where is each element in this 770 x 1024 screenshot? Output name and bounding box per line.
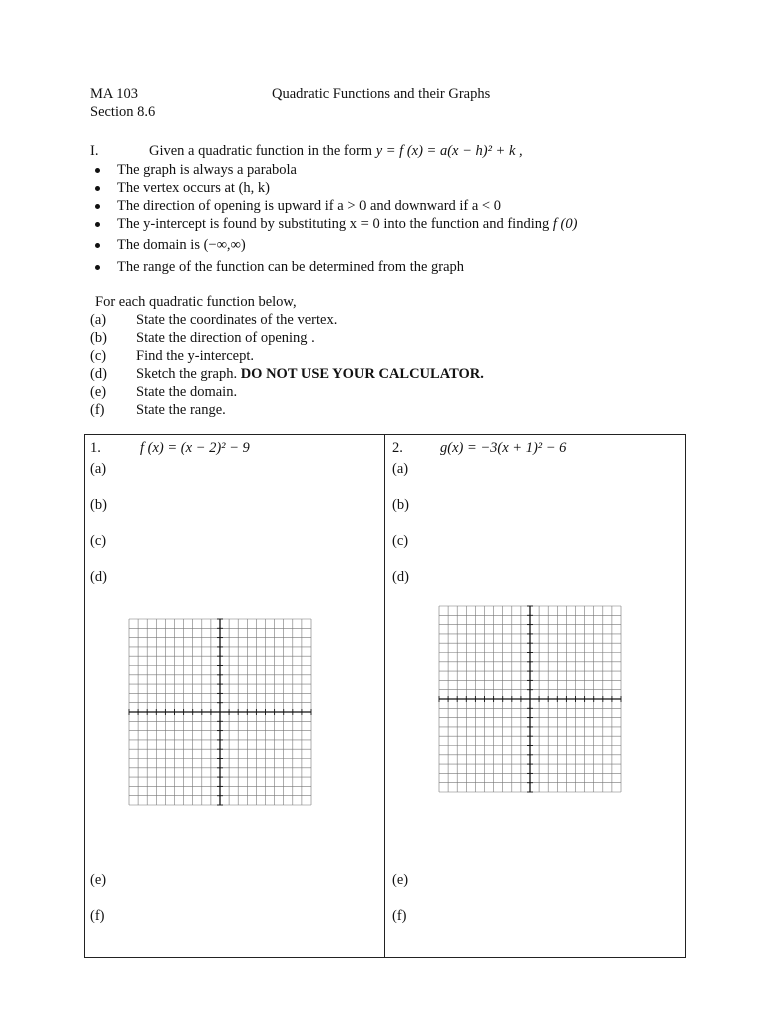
bullet-icon	[95, 222, 100, 227]
bullet-icon	[95, 186, 100, 191]
bullet-icon	[95, 204, 100, 209]
answer-label: (d)	[90, 569, 107, 585]
answer-label: (c)	[90, 533, 107, 549]
page-title: Quadratic Functions and their Graphs	[272, 86, 491, 102]
section-number: Section 8.6	[90, 104, 156, 120]
bullet-icon	[95, 243, 100, 248]
bullet-item-formula: (−∞,∞)	[203, 237, 246, 253]
problem-number: 1.	[90, 440, 101, 456]
calculator-warning: DO NOT USE YOUR CALCULATOR.	[240, 366, 484, 382]
instruction-text: Find the y-intercept.	[136, 348, 254, 364]
answer-label: (f)	[90, 908, 105, 924]
instruction-text: State the direction of opening .	[136, 330, 315, 346]
bullet-icon	[95, 168, 100, 173]
course-code: MA 103	[90, 86, 138, 102]
instruction-letter: (f)	[90, 402, 105, 418]
answer-label: (d)	[392, 569, 409, 585]
answer-label: (e)	[90, 872, 107, 888]
bullet-item-text: The domain is	[117, 237, 200, 253]
intro-text	[149, 143, 523, 160]
instruction-text: State the domain.	[136, 384, 238, 400]
instructions-lead: For each quadratic function below,	[95, 294, 297, 310]
answer-label: (a)	[90, 461, 107, 477]
bullet-item-formula: f (0)	[552, 216, 578, 232]
answer-label: (f)	[392, 908, 407, 924]
instruction-letter: (c)	[90, 348, 107, 364]
bullet-icon	[95, 265, 100, 270]
instruction-letter: (d)	[90, 366, 107, 382]
answer-label: (a)	[392, 461, 409, 477]
problem-function: f (x) = (x − 2)² − 9	[140, 440, 250, 456]
bullet-item: The range of the function can be determined from the graph	[117, 259, 465, 275]
instruction-letter: (a)	[90, 312, 107, 328]
bullet-item: The direction of opening is upward if a > 0 and downward if a < 0	[117, 198, 501, 214]
bullet-item: The graph is always a parabola	[117, 162, 297, 178]
bullet-item: The vertex occurs at (h, k)	[117, 180, 270, 196]
graph-grid[interactable]	[128, 618, 312, 806]
bullet-item-text: The y-intercept is found by substituting x = 0 into the function and finding	[117, 216, 550, 232]
bullet-item	[117, 237, 246, 254]
instruction-text	[136, 366, 484, 383]
instruction-text: State the range.	[136, 402, 226, 418]
answer-label: (e)	[392, 872, 409, 888]
intro-formula: y = f (x) = a(x − h)² + k ,	[375, 143, 523, 159]
intro-text-label: Given a quadratic function in the form	[149, 143, 373, 159]
table-divider	[384, 434, 385, 958]
answer-label: (b)	[392, 497, 409, 513]
problem-number: 2.	[392, 440, 403, 456]
graph-grid[interactable]	[438, 605, 622, 793]
instruction-text: State the coordinates of the vertex.	[136, 312, 338, 328]
bullet-item	[117, 216, 577, 233]
answer-label: (b)	[90, 497, 107, 513]
instruction-letter: (b)	[90, 330, 107, 346]
part-numeral: I.	[90, 143, 99, 159]
instruction-text-plain: Sketch the graph.	[136, 366, 238, 382]
instruction-letter: (e)	[90, 384, 107, 400]
problem-function: g(x) = −3(x + 1)² − 6	[440, 440, 567, 456]
answer-label: (c)	[392, 533, 409, 549]
